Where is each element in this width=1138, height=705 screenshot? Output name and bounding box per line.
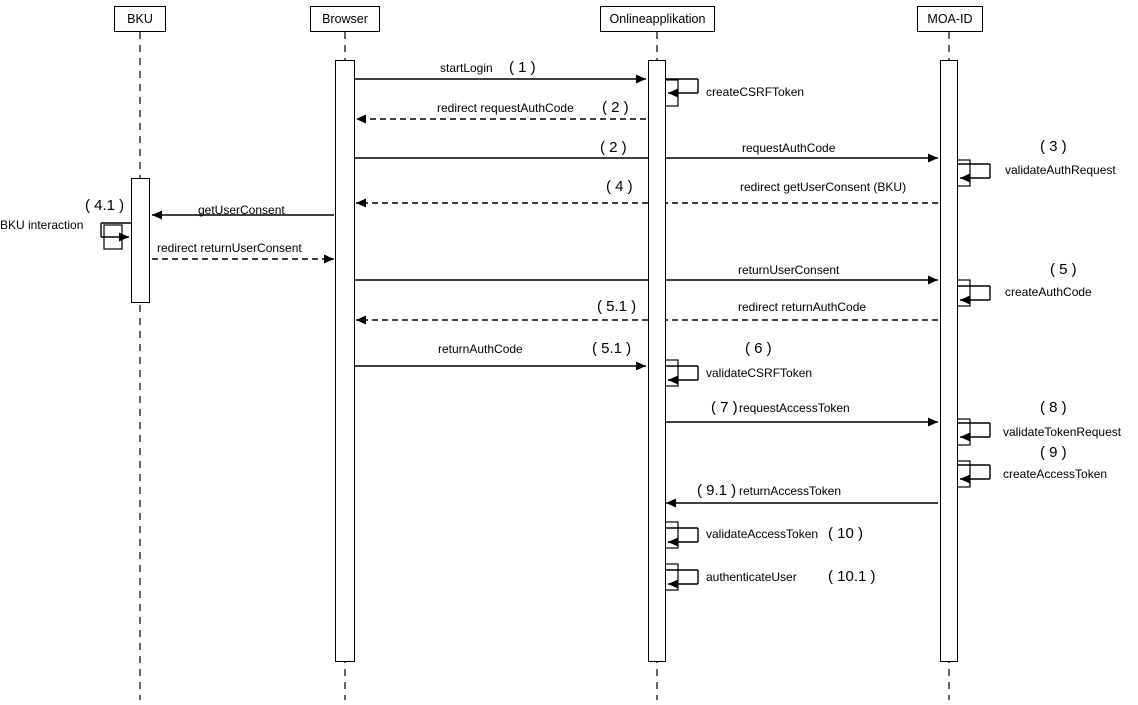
activation-bar xyxy=(104,225,122,249)
step-number: ( 8 ) xyxy=(1040,399,1067,416)
message-label: createAuthCode xyxy=(1005,285,1092,299)
lifeline-label: Browser xyxy=(322,12,368,26)
message-label: redirect requestAuthCode xyxy=(437,101,574,115)
step-number: ( 6 ) xyxy=(745,340,772,357)
message-label: createCSRFToken xyxy=(706,85,805,99)
lifeline-head-browser xyxy=(310,6,380,32)
lifeline-label: MOA-ID xyxy=(927,12,973,26)
lifeline-label: Onlineapplikation xyxy=(609,12,706,26)
step-number: ( 5 ) xyxy=(1050,261,1077,278)
message-label: requestAuthCode xyxy=(742,141,836,155)
lifeline-head-moaid xyxy=(917,6,983,32)
message-label: BKU interaction xyxy=(0,218,84,232)
activation-bar xyxy=(648,60,666,662)
message-label: validateCSRFToken xyxy=(706,366,813,380)
message-label: createAccessToken xyxy=(1003,467,1108,481)
step-number: ( 2 ) xyxy=(600,139,627,156)
message-label: returnAuthCode xyxy=(438,342,523,356)
lifeline-label: BKU xyxy=(127,12,153,26)
lifeline-head-onlineapplikation xyxy=(600,6,715,32)
activation-bar xyxy=(131,178,150,303)
message-label: validateAccessToken xyxy=(706,527,819,541)
step-number: ( 7 ) xyxy=(711,399,738,416)
lifeline-head-bku xyxy=(114,6,166,32)
message-label: startLogin xyxy=(440,61,493,75)
step-number: ( 9.1 ) xyxy=(697,482,737,499)
step-number: ( 10 ) xyxy=(828,525,864,542)
step-number: ( 4.1 ) xyxy=(85,197,125,214)
step-number: ( 5.1 ) xyxy=(597,298,637,315)
message-label: getUserConsent xyxy=(198,203,285,217)
message-label: redirect returnUserConsent xyxy=(157,241,302,255)
step-number: ( 4 ) xyxy=(606,178,633,195)
message-label: returnAccessToken xyxy=(739,484,842,498)
step-number: ( 1 ) xyxy=(509,59,536,76)
step-number: ( 3 ) xyxy=(1040,138,1067,155)
activation-bar xyxy=(335,60,355,662)
message-label: requestAccessToken xyxy=(739,401,850,415)
step-number: ( 2 ) xyxy=(602,99,629,116)
message-label: returnUserConsent xyxy=(738,263,840,277)
step-number: ( 10.1 ) xyxy=(828,568,876,585)
message-label: validateTokenRequest xyxy=(1003,425,1122,439)
message-label: redirect returnAuthCode xyxy=(738,300,867,314)
step-number: ( 9 ) xyxy=(1040,444,1067,461)
message-label: authenticateUser xyxy=(706,570,797,584)
message-label: redirect getUserConsent (BKU) xyxy=(740,180,907,194)
activation-bar xyxy=(940,60,958,662)
message-label: validateAuthRequest xyxy=(1005,163,1116,177)
step-number: ( 5.1 ) xyxy=(592,340,632,357)
